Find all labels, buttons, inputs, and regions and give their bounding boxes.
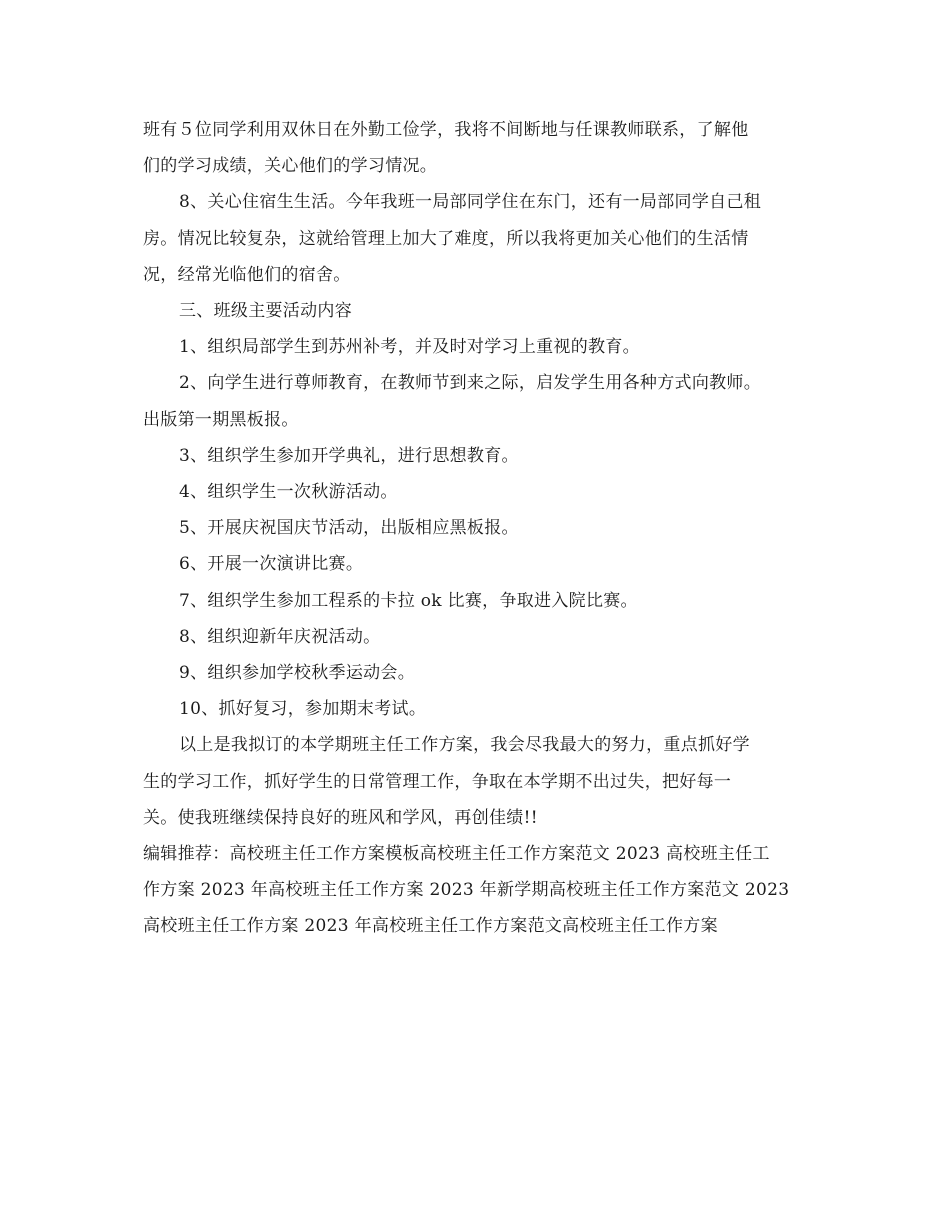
text-line: 8、关心住宿生生活。今年我班一局部同学住在东门，还有一局部同学自己租	[179, 192, 762, 213]
text-line: 班有５位同学利用双休日在外勤工俭学，我将不间断地与任课教师联系，了解他	[143, 120, 749, 140]
text-line: 2、向学生进行尊师教育，在教师节到来之际，启发学生用各种方式向教师。	[179, 373, 762, 394]
text-line: 编辑推荐：高校班主任工作方案模板高校班主任工作方案范文 2023 高校班主任工	[143, 844, 770, 865]
text-line: 出版第一期黑板报。	[143, 409, 299, 430]
text-line: 生的学习工作，抓好学生的日常管理工作，争取在本学期不出过失，把好每一	[143, 771, 732, 792]
section-heading: 三、班级主要活动内容	[179, 301, 352, 322]
activity-item-4: 4、组织学生一次秋游活动。	[179, 482, 398, 503]
activity-item-5: 5、开展庆祝国庆节活动，出版相应黑板报。	[179, 518, 519, 539]
activity-item-3: 3、组织学生参加开学典礼，进行思想教育。	[179, 445, 519, 466]
document-page	[143, 112, 813, 945]
activity-item-6: 6、开展一次演讲比赛。	[179, 554, 364, 575]
text-line: 高校班主任工作方案 2023 年高校班主任工作方案范文高校班主任工作方案	[143, 916, 718, 937]
paragraph-continuation	[143, 112, 813, 184]
activity-item-1: 1、组织局部学生到苏州补考，并及时对学习上重视的教育。	[179, 337, 640, 358]
editor-recommendation	[143, 836, 813, 945]
activity-item-8: 8、组织迎新年庆祝活动。	[179, 626, 381, 647]
paragraph-item-8	[143, 184, 813, 293]
text-line: 作方案 2023 年高校班主任工作方案 2023 年新学期高校班主任工作方案范文 2023	[143, 880, 790, 901]
activity-item-10: 10、抓好复习，参加期末考试。	[179, 699, 427, 720]
text-line: 房。情况比较复杂，这就给管理上加大了难度，所以我将更加关心他们的生活情	[143, 228, 749, 249]
conclusion-paragraph	[143, 727, 813, 836]
activity-item-2	[143, 365, 813, 437]
text-line: 况，经常光临他们的宿舍。	[143, 264, 351, 285]
text-line: 以上是我拟订的本学期班主任工作方案，我会尽我最大的努力，重点抓好学	[179, 735, 750, 756]
activity-item-9: 9、组织参加学校秋季运动会。	[179, 663, 416, 684]
activity-item-7: 7、组织学生参加工程系的卡拉 ok 比赛，争取进入院比赛。	[179, 590, 638, 611]
text-line: 关。使我班继续保持良好的班风和学风，再创佳绩!!	[143, 807, 538, 828]
text-line: 们的学习成绩，关心他们的学习情况。	[143, 156, 438, 177]
